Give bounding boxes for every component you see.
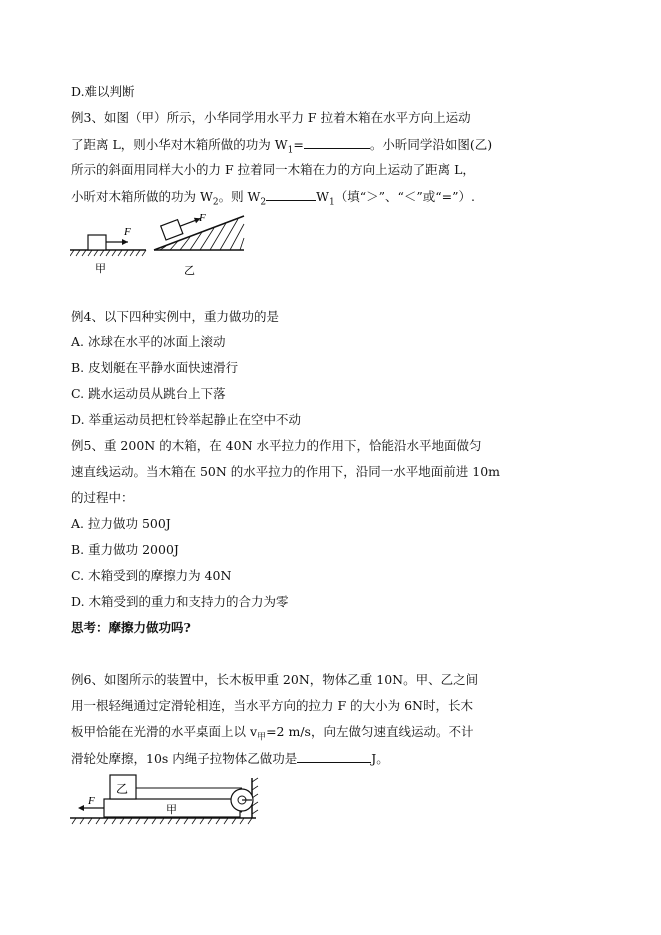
example4-option-b: B. 皮划艇在平静水面快速滑行 <box>71 360 239 375</box>
example5-option-b: B. 重力做功 2000J <box>71 542 179 557</box>
think-question: 思考：摩擦力做功吗? <box>71 620 191 635</box>
arrow-icon <box>78 805 84 811</box>
box-jia <box>88 235 106 250</box>
example6-line3: 板甲恰能在光滑的水平桌面上以 $v_甲=2$ m/s，向左做匀速直线运动。不计 <box>71 724 474 743</box>
label-yi-block: 乙 <box>116 782 129 796</box>
example6-line2: 用一根轻绳通过定滑轮相连，当水平方向的拉力 F 的大小为 6N时，长木 <box>71 698 473 713</box>
example5-option-d: D. 木箱受到的重力和支持力的合力为零 <box>71 594 289 609</box>
example5-line1: 例5、重 200N 的木箱，在 40N 水平拉力的作用下，恰能沿水平地面做匀 <box>71 438 482 453</box>
example4-option-c: C. 跳水运动员从跳台上下落 <box>71 386 226 401</box>
example5-option-c: C. 木箱受到的摩擦力为 40N <box>71 568 232 583</box>
example5-line2: 速直线运动。当木箱在 50N 的水平拉力的作用下，沿同一水平地面前进 10m <box>71 464 501 479</box>
answer-blank-work <box>297 750 371 763</box>
force-label-f1: F <box>124 226 131 238</box>
example6-line1: 例6、如图所示的装置中，长木板甲重 20N，物体乙重 10N。甲、乙之间 <box>71 672 479 687</box>
figure-board-pulley <box>70 772 262 828</box>
figure-box-pull-flat-and-incline <box>70 210 260 278</box>
example5-option-a: A. 拉力做功 500J <box>71 516 171 531</box>
example4-question: 例4、以下四种实例中，重力做功的是 <box>71 309 279 324</box>
example5-line3: 的过程中： <box>71 490 134 505</box>
example3-line1: 例3、如图（甲）所示，小华同学用水平力 F 拉着木箱在水平方向上运动 <box>71 110 471 125</box>
box-yi <box>161 220 183 240</box>
example4-option-d: D. 举重运动员把杠铃举起静止在空中不动 <box>71 412 302 427</box>
example3-line3: 所示的斜面用同样大小的力 F 拉着同一木箱在力的方向上运动了距离 L， <box>71 162 475 177</box>
label-jia-board: 甲 <box>166 803 177 816</box>
force-label-f3: F <box>88 795 95 807</box>
example6-line4: 滑轮处摩擦，10s 内绳子拉物体乙做功是 J。 <box>71 751 389 766</box>
label-yi: 乙 <box>184 264 195 277</box>
example3-line4: 小昕对木箱所做的功为 $W_2$。则 $W_2$ $W_1$（填“＞”、“＜”或“=”）. <box>71 189 476 208</box>
arrow-icon <box>122 239 128 245</box>
force-label-f2: F <box>199 212 206 224</box>
answer-blank-w1 <box>304 136 370 149</box>
example4-option-a: A. 冰球在水平的冰面上滚动 <box>71 334 226 349</box>
option-d-unjudgeable: D.难以判断 <box>71 84 135 99</box>
answer-blank-compare <box>266 188 316 201</box>
figure-yi <box>154 212 244 277</box>
label-jia: 甲 <box>95 262 106 275</box>
figure-jia <box>70 226 146 275</box>
example3-line2: 了距离 L，则小华对木箱所做的功为 $W_1=$ 。小昕同学沿如图(乙) <box>71 137 493 156</box>
